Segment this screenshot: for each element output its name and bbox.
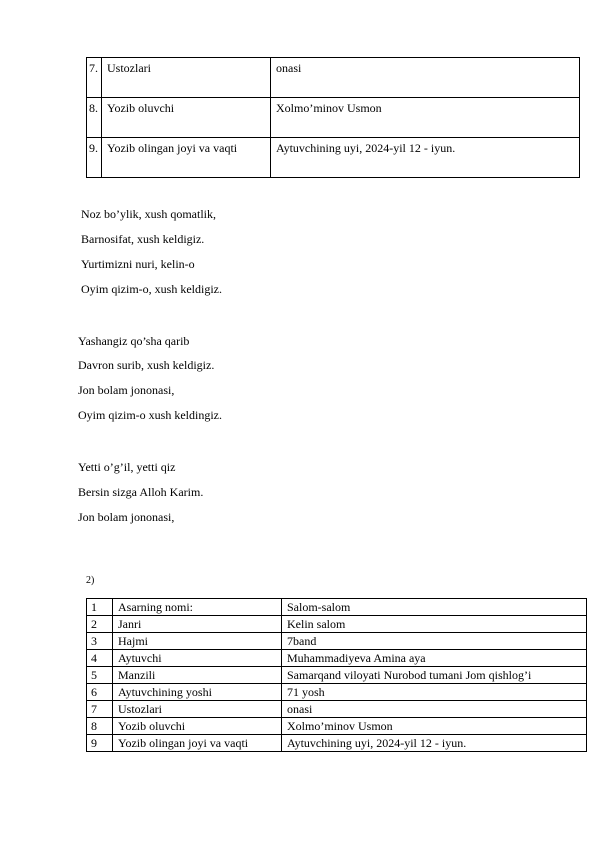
row-label: Ustozlari: [113, 701, 282, 718]
info-table: [86, 598, 587, 752]
table-row: [87, 599, 587, 616]
table-row: [87, 718, 587, 735]
row-number: 9: [87, 735, 113, 752]
table-row: [87, 633, 587, 650]
row-label: Yozib oluvchi: [113, 718, 282, 735]
row-number: 4: [87, 650, 113, 667]
poem-line: Yurtimizni nuri, kelin-o: [81, 257, 195, 271]
poem-line: Noz bo’ylik, xush qomatlik,: [81, 207, 216, 221]
row-value: Aytuvchining uyi, 2024-yil 12 - iyun.: [271, 138, 580, 178]
section-label: 2): [86, 575, 95, 586]
row-number: 1: [87, 599, 113, 616]
row-value: Xolmo’minov Usmon: [282, 718, 587, 735]
row-value: Kelin salom: [282, 616, 587, 633]
row-value: Xolmo’minov Usmon: [271, 98, 580, 138]
table-row: [87, 98, 580, 138]
row-number: 8: [87, 718, 113, 735]
row-label: Yozib olingan joyi va vaqti: [113, 735, 282, 752]
poem-line: Davron surib, xush keldigiz.: [78, 358, 215, 372]
row-label: Aytuvchi: [113, 650, 282, 667]
row-label: Ustozlari: [102, 58, 271, 98]
table-row: [87, 650, 587, 667]
poem-line: Oyim qizim-o, xush keldigiz.: [81, 282, 222, 296]
poem-line: Jon bolam jononasi,: [78, 510, 175, 524]
poem-line: Barnosifat, xush keldigiz.: [81, 232, 205, 246]
row-number: 7.: [87, 58, 102, 98]
poem-line: Yashangiz qo’sha qarib: [78, 334, 190, 348]
poem-line: Jon bolam jononasi,: [78, 383, 175, 397]
table-row: [87, 138, 580, 178]
row-value: 71 yosh: [282, 684, 587, 701]
table-row: [87, 735, 587, 752]
poem-line: Oyim qizim-o xush keldingiz.: [78, 408, 222, 422]
row-label: Yozib olingan joyi va vaqti: [102, 138, 271, 178]
row-number: 3: [87, 633, 113, 650]
row-label: Hajmi: [113, 633, 282, 650]
table-row: [87, 667, 587, 684]
poem-line: Bersin sizga Alloh Karim.: [78, 485, 204, 499]
row-value: onasi: [271, 58, 580, 98]
row-value: Samarqand viloyati Nurobod tumani Jom qishlog’i: [282, 667, 587, 684]
row-number: 6: [87, 684, 113, 701]
row-label: Yozib oluvchi: [102, 98, 271, 138]
row-value: Aytuvchining uyi, 2024-yil 12 - iyun.: [282, 735, 587, 752]
row-number: 5: [87, 667, 113, 684]
row-number: 2: [87, 616, 113, 633]
row-value: 7band: [282, 633, 587, 650]
row-label: Janri: [113, 616, 282, 633]
row-label: Manzili: [113, 667, 282, 684]
info-table-continued: [86, 57, 580, 178]
table-row: [87, 684, 587, 701]
table-row: [87, 701, 587, 718]
row-label: Aytuvchining yoshi: [113, 684, 282, 701]
row-value: Salom-salom: [282, 599, 587, 616]
poem-line: Yetti o’g’il, yetti qiz: [78, 460, 176, 474]
row-label: Asarning nomi:: [113, 599, 282, 616]
row-value: onasi: [282, 701, 587, 718]
row-number: 7: [87, 701, 113, 718]
row-number: 9.: [87, 138, 102, 178]
row-number: 8.: [87, 98, 102, 138]
row-value: Muhammadiyeva Amina aya: [282, 650, 587, 667]
table-row: [87, 58, 580, 98]
table-row: [87, 616, 587, 633]
